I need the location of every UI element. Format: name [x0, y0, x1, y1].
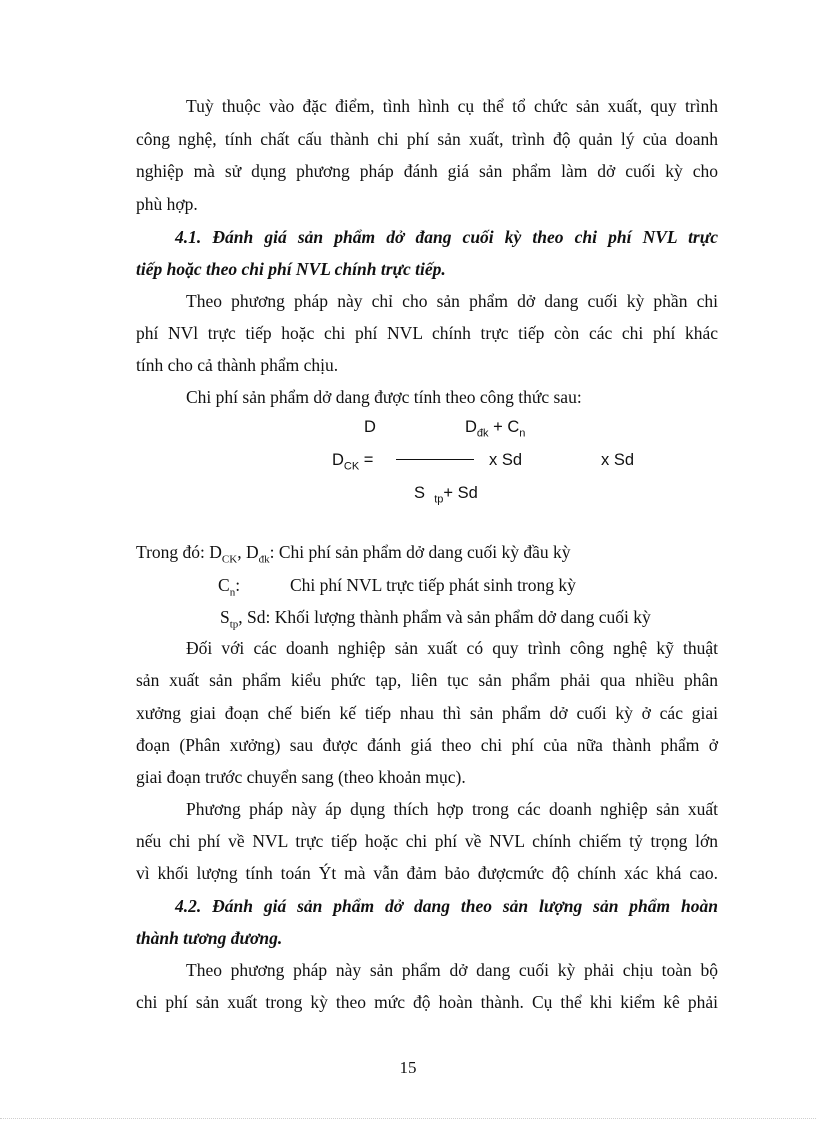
- formula-lhs-eq: =: [363, 451, 374, 469]
- legend-row-2-text: Chi phí NVL trực tiếp phát sinh trong kỳ: [290, 575, 576, 595]
- paragraph-5-line-2: chi phí sản xuất trong kỳ theo mức độ hoàn thành. Cụ thể khi kiểm kê phải: [136, 992, 718, 1012]
- formula-numerator: [465, 418, 525, 439]
- legend-row-3-text: , Sd: Khối lượng thành phẩm và sản phẩm dở dang cuối kỳ: [238, 607, 651, 627]
- formula-denominator: [414, 484, 478, 505]
- paragraph-4-line-1: Phương pháp này áp dụng thích hợp trong các doanh nghiệp sản xuất: [186, 799, 718, 819]
- legend-row-1-sub-1: CK: [221, 553, 238, 566]
- legend-row-3-main: S: [220, 607, 230, 627]
- legend-row-1: [136, 541, 570, 571]
- heading-4-1-line-2: tiếp hoặc theo chi phí NVL chính trực tiếp.: [136, 259, 446, 279]
- legend-row-1-sub-2: đk: [258, 553, 270, 566]
- formula-lhs: [332, 451, 373, 472]
- fraction-bar: [396, 459, 474, 460]
- formula-times-1: x Sd: [489, 451, 523, 469]
- legend-row-3: [220, 606, 651, 636]
- paragraph-2-line-2: phí NVl trực tiếp hoặc chi phí NVL chính trực tiếp còn các chi phí khác: [136, 323, 718, 343]
- legend-row-1-prefix: Trong đó: D: [136, 542, 222, 562]
- formula-numerator-plus: + C: [493, 418, 520, 436]
- paragraph-1-line-2: công nghệ, tính chất cấu thành chi phí sản xuất, trình độ quản lý của doanh: [136, 129, 718, 149]
- paragraph-3-line-1: Đối với các doanh nghiệp sản xuất có quy trình công nghệ kỹ thuật: [186, 638, 718, 658]
- paragraph-1-line-4: phù hợp.: [136, 194, 198, 214]
- formula-numerator-sub2: n: [519, 427, 526, 440]
- heading-4-1-line-1: 4.1. Đánh giá sản phẩm dở đang cuối kỳ theo chi phí NVL trực: [175, 227, 718, 247]
- formula-numerator-sub: đk: [476, 427, 489, 440]
- formula-denominator-sub: tp: [434, 493, 444, 506]
- formula-intro: Chi phí sản phẩm dở dang được tính theo công thức sau:: [186, 387, 582, 407]
- paragraph-1-line-3: nghiệp mà sử dụng phương pháp đánh giá sản phẩm làm dở cuối kỳ cho: [136, 161, 718, 181]
- paragraph-3-line-5: giai đoạn trước chuyển sang (theo khoản mục).: [136, 767, 466, 787]
- legend-row-1-text: : Chi phí sản phẩm dở dang cuối kỳ đầu kỳ: [269, 542, 571, 562]
- paragraph-5-line-1: Theo phương pháp này sản phẩm dở dang cuối kỳ phải chịu toàn bộ: [186, 960, 718, 980]
- formula-lhs-sub: CK: [343, 460, 360, 473]
- formula-top-left: D: [364, 418, 376, 436]
- formula-denominator-rest: + Sd: [443, 484, 478, 502]
- paragraph-3-line-3: xưởng giai đoạn chế biến kế tiếp nhau thì sản phẩm dở cuối kỳ ở các giai: [136, 703, 718, 723]
- legend-row-2-main: C: [218, 575, 230, 595]
- page-number: 15: [399, 1058, 417, 1077]
- heading-4-2-line-2: thành tương đương.: [136, 928, 283, 948]
- legend-row-2-label: [218, 574, 240, 604]
- legend-row-1-mid: , D: [237, 542, 259, 562]
- paragraph-2-line-3: tính cho cả thành phẩm chịu.: [136, 355, 339, 375]
- paragraph-3-line-4: đoạn (Phân xưởng) sau được đánh giá theo chi phí của nữa thành phẩm ở: [136, 735, 718, 755]
- formula-denominator-main: S: [414, 484, 426, 502]
- heading-4-2-line-1: 4.2. Đánh giá sản phẩm dở dang theo sản lượng sản phẩm hoàn: [175, 896, 718, 916]
- formula-times-2: x Sd: [601, 451, 635, 469]
- legend-row-3-sub: tp: [229, 618, 239, 631]
- paragraph-3-line-2: sản xuất sản phẩm kiểu phức tạp, liên tục sản phẩm phải qua nhiều phân: [136, 670, 718, 690]
- legend-row-2-colon: :: [235, 575, 241, 595]
- formula-lhs-main: D: [332, 451, 344, 469]
- formula-numerator-main: D: [465, 418, 477, 436]
- legend-row-2-sub: n: [229, 586, 236, 599]
- paragraph-4-line-2: nếu chi phí về NVL trực tiếp hoặc chi phí về NVL chính chiếm tỷ trọng lớn: [136, 831, 718, 851]
- paragraph-2-line-1: Theo phương pháp này chỉ cho sản phẩm dở dang cuối kỳ phần chi: [186, 291, 718, 311]
- paragraph-4-line-3: vì khối lượng tính toán Ýt mà vẫn đảm bảo đượcmức độ chính xác khá cao.: [136, 863, 718, 883]
- paragraph-1-line-1: Tuỳ thuộc vào đặc điểm, tình hình cụ thể tổ chức sản xuất, quy trình: [186, 96, 718, 116]
- page-bottom-border: [0, 1118, 816, 1119]
